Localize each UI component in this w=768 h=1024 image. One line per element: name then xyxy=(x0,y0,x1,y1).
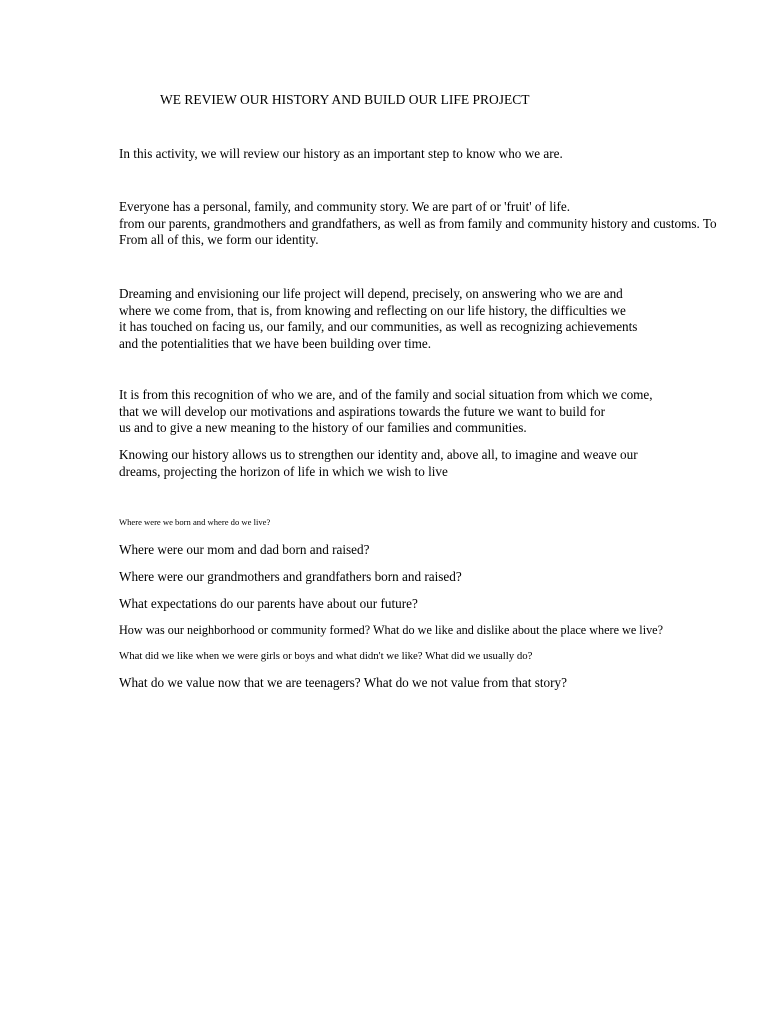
question-neighborhood: How was our neighborhood or community formed? What do we like and dislike about the place where we live? xyxy=(119,623,663,637)
paragraph-line: where we come from, that is, from knowing and reflecting on our life history, the difficulties we xyxy=(119,302,626,318)
paragraph-line: Everyone has a personal, family, and community story. We are part of or 'fruit' of life. xyxy=(119,199,571,214)
intro-paragraph xyxy=(119,146,563,163)
paragraph-knowing-history xyxy=(119,447,638,480)
question-childhood: What did we like when we were girls or boys and what didn't we like? What did we usually do? xyxy=(119,650,533,662)
paragraph-line: It is from this recognition of who we are, and of the family and social situation from which we come, xyxy=(119,387,653,402)
question-parent-expectations: What expectations do our parents have about our future? xyxy=(119,596,418,611)
paragraph-line: from our parents, grandmothers and grandfathers, as well as from family and community history and customs. To xyxy=(119,215,717,231)
question-parents-origin: Where were our mom and dad born and raised? xyxy=(119,542,370,557)
paragraph-line: it has touched on facing us, our family, and our communities, as well as recognizing achievements xyxy=(119,319,638,335)
question-teen-values: What do we value now that we are teenagers? What do we not value from that story? xyxy=(119,675,567,690)
question-grandparents-origin: Where were our grandmothers and grandfathers born and raised? xyxy=(119,569,462,584)
paragraph-identity xyxy=(119,199,717,249)
paragraph-line: dreams, projecting the horizon of life in which we wish to live xyxy=(119,463,448,479)
paragraph-life-project xyxy=(119,286,637,352)
question-birthplace: Where were we born and where do we live? xyxy=(119,517,271,527)
paragraph-line: that we will develop our motivations and aspirations towards the future we want to build for xyxy=(119,403,605,419)
paragraph-line: and the potentialities that we have been building over time. xyxy=(119,335,432,351)
paragraph-line: Dreaming and envisioning our life project will depend, precisely, on answering who we are and xyxy=(119,286,623,301)
paragraph-line: Knowing our history allows us to strengthen our identity and, above all, to imagine and weave our xyxy=(119,447,638,462)
intro-line: In this activity, we will review our history as an important step to know who we are. xyxy=(119,146,563,161)
paragraph-line: us and to give a new meaning to the history of our families and communities. xyxy=(119,420,527,436)
paragraph-line: From all of this, we form our identity. xyxy=(119,232,319,248)
paragraph-recognition xyxy=(119,387,653,437)
document-title: WE REVIEW OUR HISTORY AND BUILD OUR LIFE PROJECT xyxy=(160,92,530,107)
